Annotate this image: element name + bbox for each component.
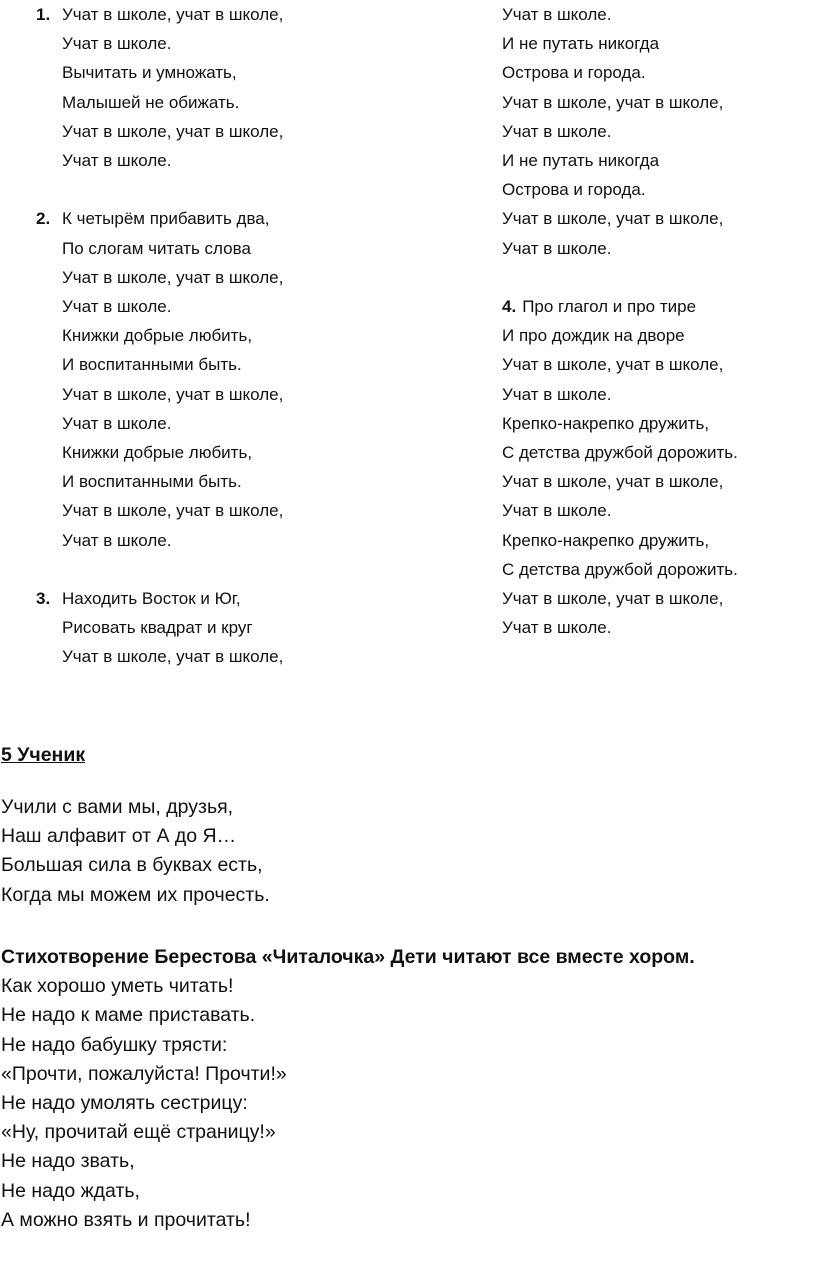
verse-spacer [30,175,430,204]
poem-line-1: Как хорошо уметь читать! [1,975,234,998]
verse-1-number: 1. [36,5,51,24]
poem-line-3: Не надо бабушку трясти: [1,1033,228,1056]
verse-3-cont-line-6: И не путать никогда [502,151,660,171]
verse-2-line-3: Учат в школе, учат в школе, [62,267,284,287]
verse-4-line-12: Учат в школе. [502,618,612,638]
verse-4-line-10: С детства дружбой дорожить. [502,559,738,579]
student-5-line-4: Когда мы можем их прочесть. [1,883,270,906]
poem-heading: Стихотворение Берестова «Читалочка» Дети читают все вместе хором. [1,946,695,968]
verse-4-line-8: Учат в школе. [502,501,612,521]
poem-line-2: Не надо к маме приставать. [1,1004,256,1027]
verse-3-cont-line-9: Учат в школе. [502,238,612,258]
verse-3-cont-line-3: Острова и города. [502,63,646,83]
verse-4-line-2: И про дождик на дворе [502,326,685,346]
poem-line-7: Не надо звать, [1,1150,135,1173]
student-5-line-1: Учили с вами мы, друзья, [1,796,234,818]
student-5-line-3: Большая сила в буквах есть, [1,854,263,877]
verse-3-cont-line-8: Учат в школе, учат в школе, [502,209,724,229]
poem-line-5: Не надо умолять сестрицу: [1,1092,248,1115]
verse-2-line-9: Книжки добрые любить, [62,443,253,463]
verse-4-line-9: Крепко-накрепко дружить, [502,530,710,550]
verse-4-line-4: Учат в школе. [502,384,612,404]
verse-4-line-7: Учат в школе, учат в школе, [502,472,724,492]
poem-line-8: Не надо ждать, [1,1179,140,1202]
verse-3-number: 3. [36,589,51,609]
poem-section [1,943,811,1235]
poem-line-6: «Ну, прочитай ещё страницу!» [1,1121,276,1144]
poem-line-4: «Прочти, пожалуйста! Прочти!» [1,1062,287,1085]
student-5-line-2: Наш алфавит от А до Я… [1,825,237,848]
verse-spacer [30,555,430,584]
verse-3-cont-line-1: Учат в школе. [502,5,612,24]
student-5-section [1,741,811,910]
verse-2-line-8: Учат в школе. [62,413,172,433]
verse-1-line-2: Учат в школе. [62,34,172,54]
verse-4-line-11: Учат в школе, учат в школе, [502,589,724,609]
verse-4-line-3: Учат в школе, учат в школе, [502,355,724,375]
verse-spacer [500,263,810,292]
verse-2-line-2: По слогам читать слова [62,238,251,258]
poem-line-9: А можно взять и прочитать! [1,1208,251,1231]
verse-3-cont-line-2: И не путать никогда [502,34,660,54]
right-column [500,0,810,642]
verse-1-line-5: Учат в школе, учат в школе, [62,121,284,141]
verse-2-line-10: И воспитанными быть. [62,472,242,492]
verse-1-line-4: Малышей не обижать. [62,92,240,112]
verse-2-line-7: Учат в школе, учат в школе, [62,384,284,404]
verse-2-line-5: Книжки добрые любить, [62,326,253,346]
verse-4-line-1: 4. Про глагол и про тире [500,292,810,321]
verse-2-line-11: Учат в школе, учат в школе, [62,501,284,521]
verse-3-cont-line-7: Острова и города. [502,180,646,200]
student-5-title: 5 Ученик [1,744,86,766]
verse-2-number: 2. [36,209,51,229]
verse-4-line-5: Крепко-накрепко дружить, [502,413,710,433]
verse-2-line-12: Учат в школе. [62,530,172,550]
verse-1-line-3: Вычитать и умножать, [62,63,237,83]
left-column [30,0,430,672]
verse-4-number: 4. [502,297,517,317]
verse-4-line-6: С детства дружбой дорожить. [502,443,738,463]
verse-2-line-6: И воспитанными быть. [62,355,242,375]
verse-3-line-3: Учат в школе, учат в школе, [62,647,284,667]
verse-2-line-4: Учат в школе. [62,297,172,317]
verse-1-line-6: Учат в школе. [62,151,172,171]
verse-2-line-1: 2. К четырём прибавить два, [30,204,430,233]
verse-3-cont-line-4: Учат в школе, учат в школе, [502,92,724,112]
verse-1-line-1: 1. Учат в школе, учат в школе, [30,0,430,29]
verse-3-line-2: Рисовать квадрат и круг [62,618,253,638]
verse-3-cont-line-5: Учат в школе. [502,121,612,141]
verse-3-line-1: 3. Находить Восток и Юг, [30,584,430,613]
